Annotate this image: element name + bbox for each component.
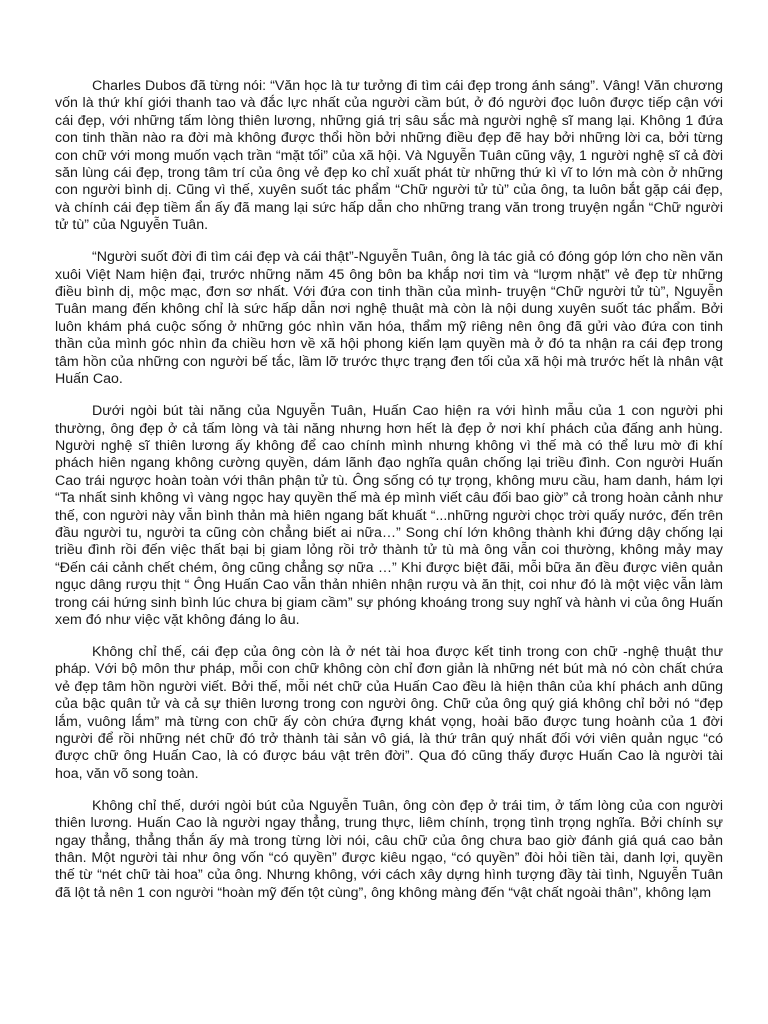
- paragraph-intro: Charles Dubos đã từng nói: “Văn học là tư tưởng đi tìm cái đẹp trong ánh sáng”. Vâng! Văn chương vốn là thứ khí giới thanh tao và đắc lực nhất của người cầm bút, ở đó người đọc luôn được tiếp cận với cái đẹp, với những tấm lòng thiên lương, những giá trị sâu sắc mà người nghệ sĩ mang lại. Không 1 đứa con tinh thần nào ra đời mà không được thổi hồn bởi những điều đẹp đẽ hay bởi những lời ca, bởi từng con chữ với mong muốn vạch trần “mặt tối” của xã hội. Và Nguyễn Tuân cũng vậy, 1 người nghệ sĩ cả đời săn lùng cái đẹp, trong tâm trí của ông vẻ đẹp ko chỉ xuất phát từ những thứ kì vĩ to lớn mà còn ở những con người bình dị. Cũng vì thế, xuyên suốt tác phẩm “Chữ người tử tù” của ông, ta luôn bắt gặp cái đẹp, và chính cái đẹp tiềm ẩn ấy đã mang lại sức hấp dẫn cho những trang văn trong truyện ngắn “Chữ người tử tù” của Nguyễn Tuân.: [55, 78, 723, 234]
- paragraph-calligraphy: Không chỉ thế, cái đẹp của ông còn là ở nét tài hoa được kết tinh trong con chữ -nghệ thuật thư pháp. Với bộ môn thư pháp, mỗi con chữ không còn chỉ đơn giản là những nét bút mà nó còn chất chứa vẻ đẹp tâm hồn người viết. Bởi thế, mỗi nét chữ của Huấn Cao đều là hiện thân của khí phách anh dũng của bậc quân tử và cả sự thiên lương trong con người ông. Chữ của ông quý giá không chỉ bởi nó “đẹp lắm, vuông lắm” mà từng con chữ ấy còn chứa đựng khát vọng, hoài bão được tung hoành của 1 đời người để rồi những nét chữ đó trở thành tài sản vô giá, là thứ trân quý nhất đối với viên quản ngục “có được chữ ông Huấn Cao, là có được báu vật trên đời”. Qua đó cũng thấy được Huấn Cao là người tài hoa, văn võ song toàn.: [55, 643, 723, 782]
- paragraph-huan-cao-character: Dưới ngòi bút tài năng của Nguyễn Tuân, Huấn Cao hiện ra với hình mẫu của 1 con người phi thường, ông đẹp ở cả tấm lòng và tài năng nhưng hơn hết là đẹp ở nơi khí phách của đấng anh hùng. Người nghệ sĩ thiên lương ấy không để cao chính mình nhưng không vì thế mà có thể lưu mờ đi khí phách hiên ngang không cường quyền, dám lãnh đạo nghĩa quân chống lại triều đình. Con người Huấn Cao trái ngược hoàn toàn với thân phận tử tù. Ông sống có tự trọng, không mưu cầu, ham danh, hám lợi “Ta nhất sinh không vì vàng ngọc hay quyền thế mà ép mình viết câu đối bao giờ” cả trong hoàn cảnh như thế, con người này vẫn bình thản mà hiên ngang bất khuất “...những người chọc trời quấy nước, đến trên đầu người tu, người ta cũng còn chẳng biết ai nữa…” Song chí lớn không thành khi đứng dậy chống lại triều đình rồi đến việc thất bại bị giam lỏng rồi trở thành tử tù mà ông vẫn coi thường, không mảy may “Đến cái cảnh chết chém, ông cũng chẳng sợ nữa …” Khi được biệt đãi, mỗi bữa ăn đều được viên quản ngục dâng rượu thịt “ Ông Huấn Cao vẫn thản nhiên nhận rượu và ăn thịt, coi như đó là một việc vẫn làm trong cái hứng sinh bình lúc chưa bị giam cầm” sự phóng khoáng trong suy nghĩ và hành vi của ông Huấn xem đó như việc vặt không đáng lo âu.: [55, 403, 723, 628]
- paragraph-heart: Không chỉ thế, dưới ngòi bút của Nguyễn Tuân, ông còn đẹp ở trái tim, ở tấm lòng của con người thiên lương. Huấn Cao là người ngay thẳng, trung thực, liêm chính, trọng tình trọng nghĩa. Bởi chính sự ngay thẳng, thẳng thắn ấy mà trong từng lời nói, câu chữ của ông chưa bao giờ đánh giá quá cao bản thân. Một người tài như ông vốn “có quyền” được kiêu ngạo, “có quyền” đòi hỏi tiền tài, danh lợi, quyền thế từ “nét chữ tài hoa” của ông. Nhưng không, với cách xây dựng hình tượng đầy tài tình, Nguyễn Tuân đã lột tả nên 1 con người “hoàn mỹ đến tột cùng”, ông không màng đến “vật chất ngoài thân”, không lạm: [55, 797, 723, 901]
- paragraph-author: “Người suốt đời đi tìm cái đẹp và cái thật”-Nguyễn Tuân, ông là tác giả có đóng góp lớn cho nền văn xuôi Việt Nam hiện đại, trước những năm 45 ông bôn ba khắp nơi tìm và “lượm nhặt” vẻ đẹp từ những điều bình dị, mộc mạc, đơn sơ nhất. Với đứa con tinh thần của mình- truyện “Chữ người tử tù”, Nguyễn Tuân mang đến không chỉ là sức hấp dẫn nơi nghệ thuật mà còn là nội dung xuyên suốt tác phẩm. Bởi luôn khám phá cuộc sống ở những góc nhìn văn hóa, thẩm mỹ riêng nên ông đã gửi vào đứa con tinh thần của mình góc nhìn đa chiều hơn về xã hội phong kiến lạm quyền mà ở đó ta nhận ra cái đẹp trong tâm hồn của những con người bế tắc, lầm lỡ trước thực trạng đen tối của xã hội mà trước hết là nhân vật Huấn Cao.: [55, 249, 723, 388]
- document-page: [55, 78, 723, 917]
